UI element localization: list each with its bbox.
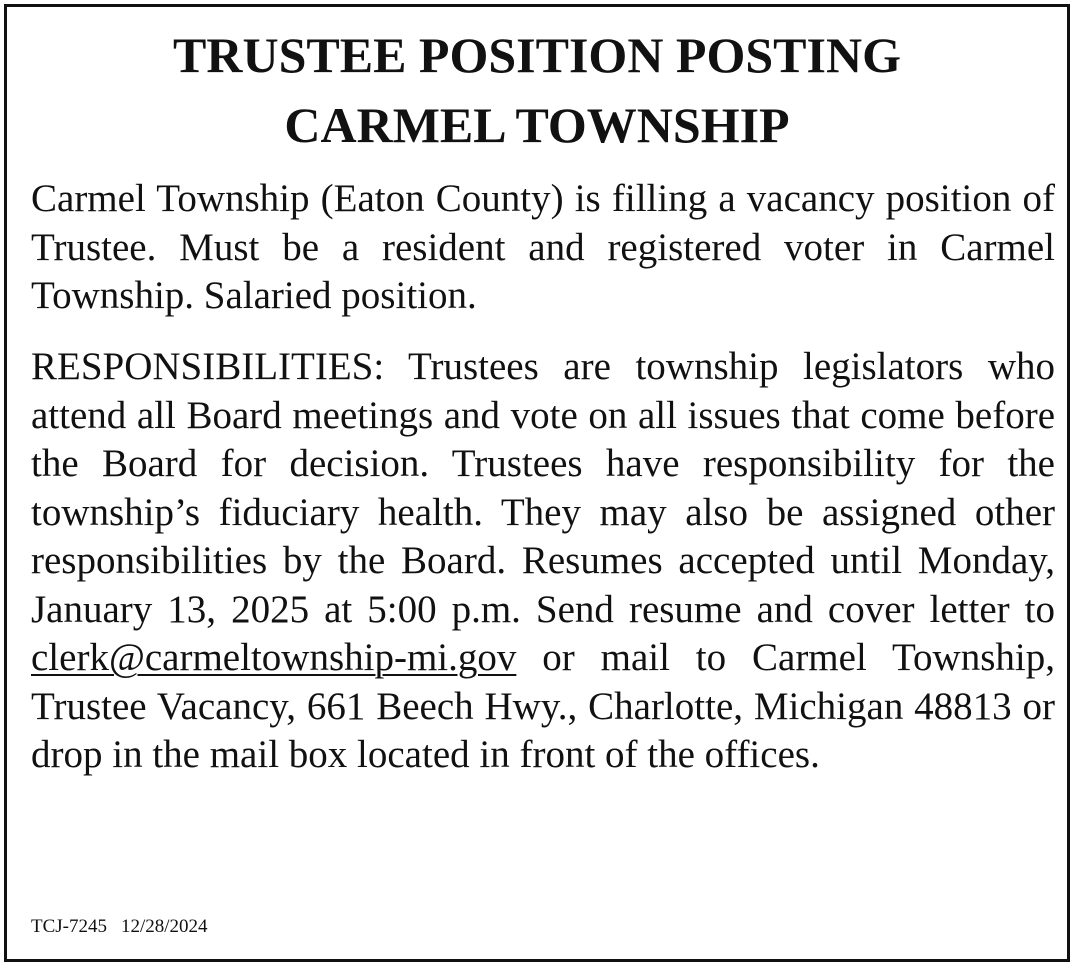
responsibilities-text: RESPONSIBILITIES: Trustees are township legislators who attend all Board meetings and vote on all issues that come before the Board for decision. Trustees have responsibility for the township’s fiduciary health. They may also be assigned other responsibilities by the Board. Resumes accepted until Monday, January 13, 2025 at 5:00 p.m. Send resume and cover letter to <box>31 345 1055 631</box>
vacancy-paragraph: Carmel Township (Eaton County) is filling a vacancy position of Trustee. Must be a resident and registered voter in Carmel Township. Salaried position. <box>31 177 1055 317</box>
responsibilities-paragraph <box>31 343 1055 780</box>
legal-notice <box>4 4 1070 962</box>
clerk-email-link[interactable]: clerk@carmeltownship-mi.gov <box>31 636 517 679</box>
reference-code: TCJ-7245 <box>31 916 107 937</box>
notice-title: TRUSTEE POSITION POSTING <box>173 27 901 83</box>
notice-footer <box>31 915 208 939</box>
mailing-instructions-text: or mail to Carmel Township, Trustee Vacancy, 661 Beech Hwy., Charlotte, Michigan 48813 or drop in the mail box located in front of the offices. <box>31 636 1055 776</box>
publish-date: 12/28/2024 <box>121 916 208 937</box>
notice-subtitle: CARMEL TOWNSHIP <box>284 97 790 153</box>
